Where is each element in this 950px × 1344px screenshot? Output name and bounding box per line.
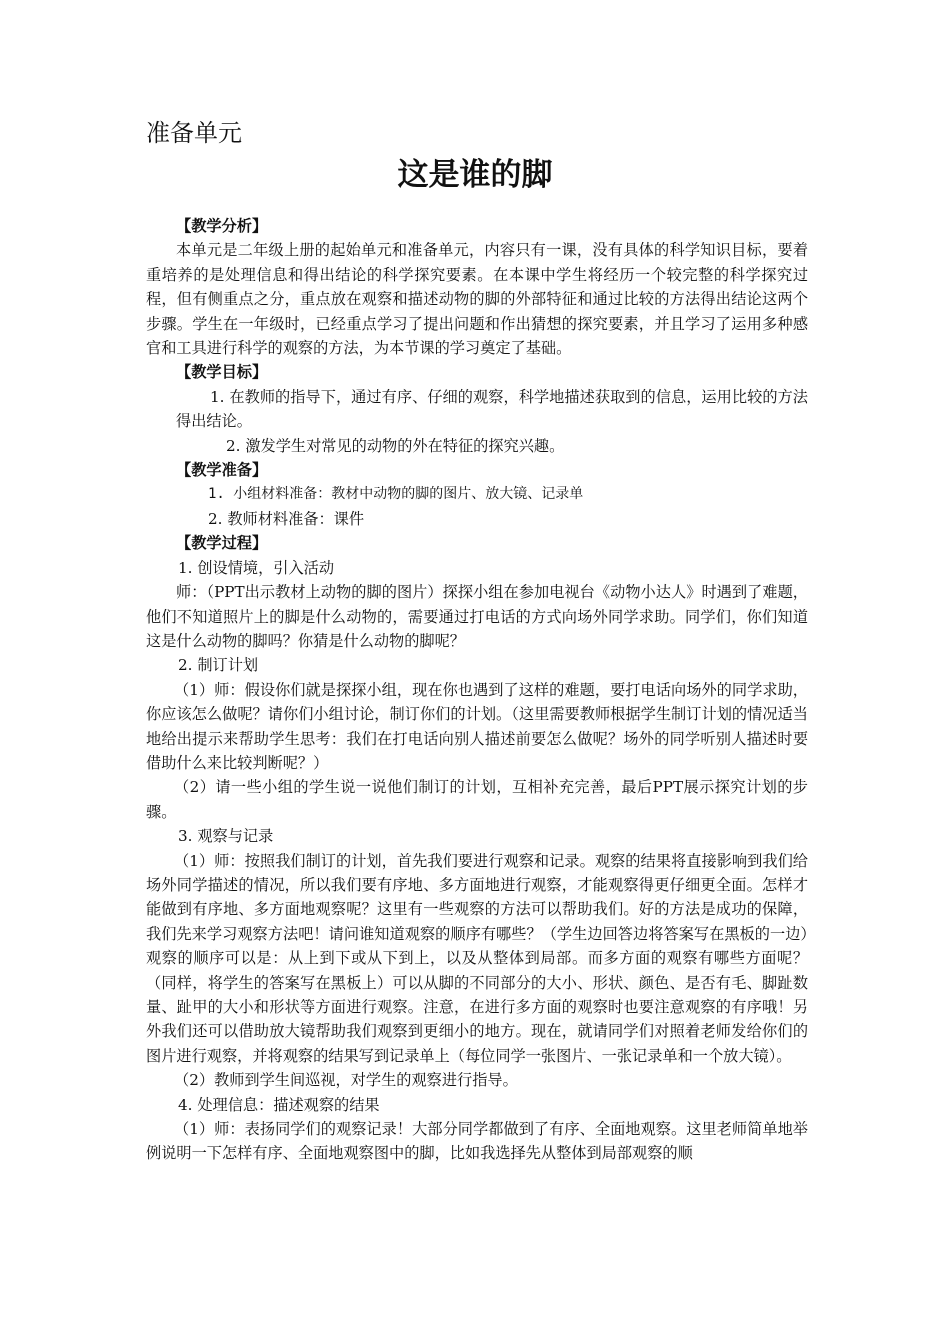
goal-item-2: 2. 激发学生对常见的动物的外在特征的探究兴趣。	[226, 436, 565, 455]
process-step-3-paragraph-1: （1）师：按照我们制订的计划，首先我们要进行观察和记录。观察的结果将直接影响到我们给场外同学描述的情况，所以我们要有序地、多方面地进行观察，才能观察得更仔细更全面。怎样才能做到有序地、多方面地观察呢？这里有一些观察的方法可以帮助我们。好的方法是成功的保障，我们先来学习观察方法吧！请问谁知道观察的顺序有哪些？（学生边回答边将答案写在黑板的一边）观察的顺序可以是：从上到下或从下到上，以及从整体到局部。而多方面的观察有哪些方面呢？（同样，将学生的答案写在黑板上）可以从脚的不同部分的大小、形状、颜色、是否有毛、脚趾数量、趾甲的大小和形状等方面进行观察。注意，在进行多方面的观察时也要注意观察的有序哦！另外我们还可以借助放大镜帮助我们观察到更细小的地方。现在，就请同学们对照着老师发给你们的图片进行观察，并将观察的结果写到记录单上（每位同学一张图片、一张记录单和一个放大镜）。	[146, 851, 808, 1065]
process-step-4-title: 4. 处理信息：描述观察的结果	[178, 1095, 380, 1114]
section-heading-goals: 【教学目标】	[176, 363, 268, 382]
process-step-2-paragraph-1: （1）师：假设你们就是探探小组，现在你也遇到了这样的难题，要打电话向场外的同学求助，你应该怎么做呢？请你们小组讨论，制订你们的计划。（这里需要教师根据学生制订计划的情况适当地给出提示来帮助学生思考：我们在打电话向别人描述前要怎么做呢？场外的同学听别人描述时要借助什么来比较判断呢？）	[146, 680, 808, 772]
section-heading-analysis: 【教学分析】	[176, 217, 268, 235]
section-heading-process: 【教学过程】	[176, 534, 268, 553]
section-heading-prep: 【教学准备】	[176, 461, 268, 480]
process-step-3-title: 3. 观察与记录	[178, 827, 274, 846]
document-body	[146, 214, 808, 1166]
process-step-2-title: 2. 制订计划	[178, 656, 259, 675]
analysis-paragraph: 本单元是二年级上册的起始单元和准备单元，内容只有一课，没有具体的科学知识目标，要着重培养的是处理信息和得出结论的科学探究要素。在本课中学生将经历一个较完整的科学探究过程，但有侧重点之分，重点放在观察和描述动物的脚的外部特征和通过比较的方法得出结论这两个步骤。学生在一年级时，已经重点学习了提出问题和作出猜想的探究要素，并且学习了运用多种感官和工具进行科学的观察的方法，为本节课的学习奠定了基础。	[146, 241, 808, 358]
process-step-1-paragraph: 师：（PPT出示教材上动物的脚的图片）探探小组在参加电视台《动物小达人》时遇到了难题，他们不知道照片上的脚是什么动物的，需要通过打电话的方式向场外同学求助。同学们，你们知道这是什么动物的脚吗？你猜是什么动物的脚呢？	[146, 583, 808, 650]
unit-label: 准备单元	[146, 119, 242, 147]
process-step-1-title: 1. 创设情境，引入活动	[178, 558, 335, 577]
process-step-3-paragraph-2: （2）教师到学生间巡视，对学生的观察进行指导。	[174, 1071, 518, 1090]
process-step-4-paragraph-1: （1）师：表扬同学们的观察记录！大部分同学都做到了有序、全面地观察。这里老师简单地举例说明一下怎样有序、全面地观察图中的脚，比如我选择先从整体到局部观察的顺	[146, 1120, 808, 1163]
process-step-2-paragraph-2: （2）请一些小组的学生说一说他们制订的计划，互相补充完善，最后PPT展示探究计划的步骤。	[146, 778, 808, 821]
prep-item-1: 1. 小组材料准备：教材中动物的脚的图片、放大镜、记录单	[208, 486, 584, 503]
page-title: 这是谁的脚	[397, 157, 553, 193]
goal-item-1: 1. 在教师的指导下，通过有序、仔细的观察，科学地描述获取到的信息，运用比较的方法得出结论。	[176, 387, 808, 431]
prep-item-2: 2. 教师材料准备：课件	[208, 509, 365, 528]
